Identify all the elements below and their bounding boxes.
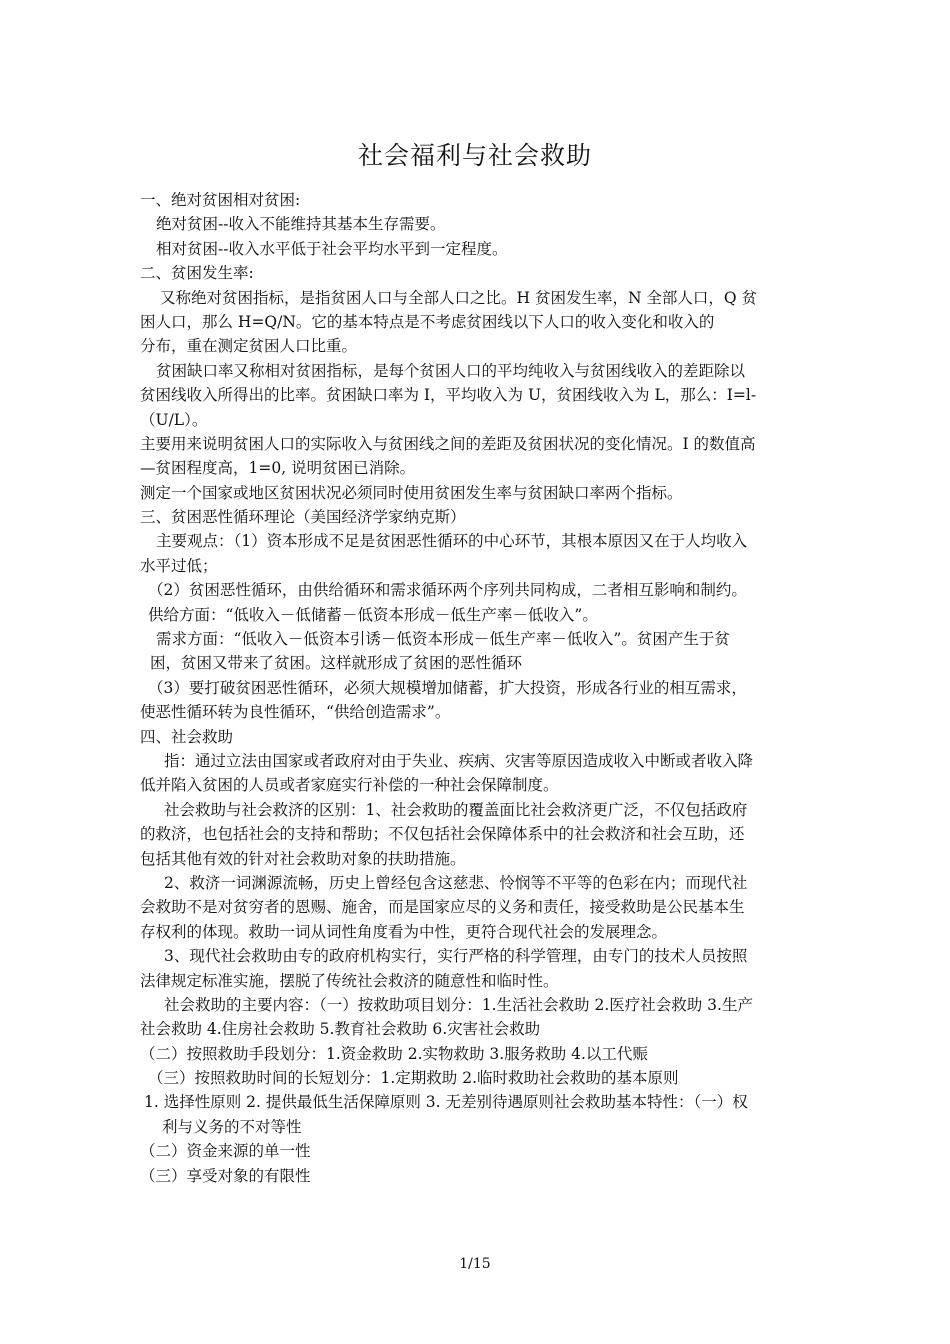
paragraph-line: 会救助不是对贫穷者的恩赐、施舍，而是国家应尽的义务和责任，接受救助是公民基本生 [140,898,745,917]
paragraph-line: 低并陷入贫困的人员或者家庭实行补偿的一种社会保障制度。 [140,776,559,795]
paragraph-line: 主要用来说明贫困人口的实际收入与贫困线之间的差距及贫困状况的变化情况。I 的数值高 [140,434,756,453]
section-heading: 二、贫困发生率: [140,264,254,283]
paragraph-line: 需求方面：“低收入－低资本引诱－低资本形成－低生产率－低收入”。贫困产生于贫 [156,630,730,649]
paragraph-line: 水平过低； [140,556,218,575]
paragraph-line: 使恶性循环转为良性循环，“供给创造需求”。 [140,703,451,722]
paragraph-line: 社会救助的主要内容：（一）按救助项目划分：1.生活社会救助 2.医疗社会救助 3.生产 [164,995,753,1014]
paragraph-line: —贫困程度高，1=0, 说明贫困已消除。 [140,459,416,478]
paragraph-line: 2、救济一词渊源流畅，历史上曾经包含这慈悲、怜悯等不平等的色彩在内；而现代社 [164,873,748,892]
paragraph-line: （2）贫困恶性循环，由供给循环和需求循环两个序列共同构成，二者相互影响和制约。 [148,581,747,600]
paragraph-line: 的救济，也包括社会的支持和帮助；不仅包括社会保障体系中的社会救济和社会互助，还 [140,825,745,844]
paragraph-line: 供给方面：“低收入－低储蓄－低资本形成－低生产率－低收入”。 [148,605,598,624]
paragraph-line: 相对贫困--收入水平低于社会平均水平到一定程度。 [156,239,508,258]
paragraph-line: 指：通过立法由国家或者政府对由于失业、疾病、灾害等原因造成收入中断或者收入降 [164,751,754,770]
paragraph-line: 贫困缺口率又称相对贫困指标，是每个贫困人口的平均纯收入与贫困线收入的差距除以 [156,361,746,380]
paragraph-line: 包括其他有效的针对社会救助对象的扶助措施。 [140,849,466,868]
document-title: 社会福利与社会救助 [357,141,592,170]
page-number: 1/15 [459,1256,491,1272]
paragraph-line: （三）按照救助时间的长短划分：1.定期救助 2.临时救助社会救助的基本原则 [148,1069,679,1088]
paragraph-line: （二）按照救助手段划分：1.资金救助 2.实物救助 3.服务救助 4.以工代赈 [140,1044,648,1063]
paragraph-line: 1. 选择性原则 2. 提供最低生活保障原则 3. 无差别待遇原则社会救助基本特性：（一）权 [144,1093,748,1112]
paragraph-line: 困人口，那么 H=Q/N。它的基本特点是不考虑贫困线以下人口的收入变化和收入的 [140,312,715,331]
paragraph-line: 主要观点：（1）资本形成不足是贫困恶性循环的中心环节，其根本原因又在于人均收入 [156,532,748,551]
paragraph-line: 测定一个国家或地区贫困状况必须同时使用贫困发生率与贫困缺口率两个指标。 [140,483,683,502]
paragraph-line: 困，贫困又带来了贫困。这样就形成了贫困的恶性循环 [150,654,523,673]
paragraph-line: （二）资金来源的单一性 [140,1142,311,1161]
paragraph-line: 社会救助 4.住房社会救助 5.教育社会救助 6.灾害社会救助 [140,1020,541,1039]
paragraph-line: 贫困线收入所得出的比率。贫困缺口率为 I，平均收入为 U，贫困线收入为 L，那么：I=l- [140,386,757,405]
paragraph-line: 利与义务的不对等性 [162,1117,302,1136]
paragraph-line: 绝对贫困--收入不能维持其基本生存需要。 [156,215,446,234]
paragraph-line: （3）要打破贫困恶性循环，必须大规模增加储蓄，扩大投资，形成各行业的相互需求， [148,678,747,697]
paragraph-line: 存权利的体现。救助一词从词性角度看为中性，更符合现代社会的发展理念。 [140,922,668,941]
document-body [140,188,820,1188]
paragraph-line: 3、现代社会救助由专的政府机构实行，实行严格的科学管理，由专门的技术人员按照 [164,947,748,966]
paragraph-line: （三）享受对象的有限性 [140,1166,311,1185]
paragraph-line: 社会救助与社会救济的区别：1、社会救助的覆盖面比社会救济更广泛，不仅包括政府 [164,800,748,819]
paragraph-line: 分布，重在测定贫困人口比重。 [140,337,358,356]
section-heading: 四、社会救助 [140,727,234,746]
paragraph-line: （U/L）。 [140,410,208,429]
section-heading: 一、绝对贫困相对贫困: [140,191,301,209]
section-heading: 三、贫困恶性循环理论（美国经济学家纳克斯） [140,508,466,527]
paragraph-line: 又称绝对贫困指标，是指贫困人口与全部人口之比。H 贫困发生率，N 全部人口，Q 贫 [160,288,758,307]
paragraph-line: 法律规定标准实施，摆脱了传统社会救济的随意性和临时性。 [140,971,559,990]
